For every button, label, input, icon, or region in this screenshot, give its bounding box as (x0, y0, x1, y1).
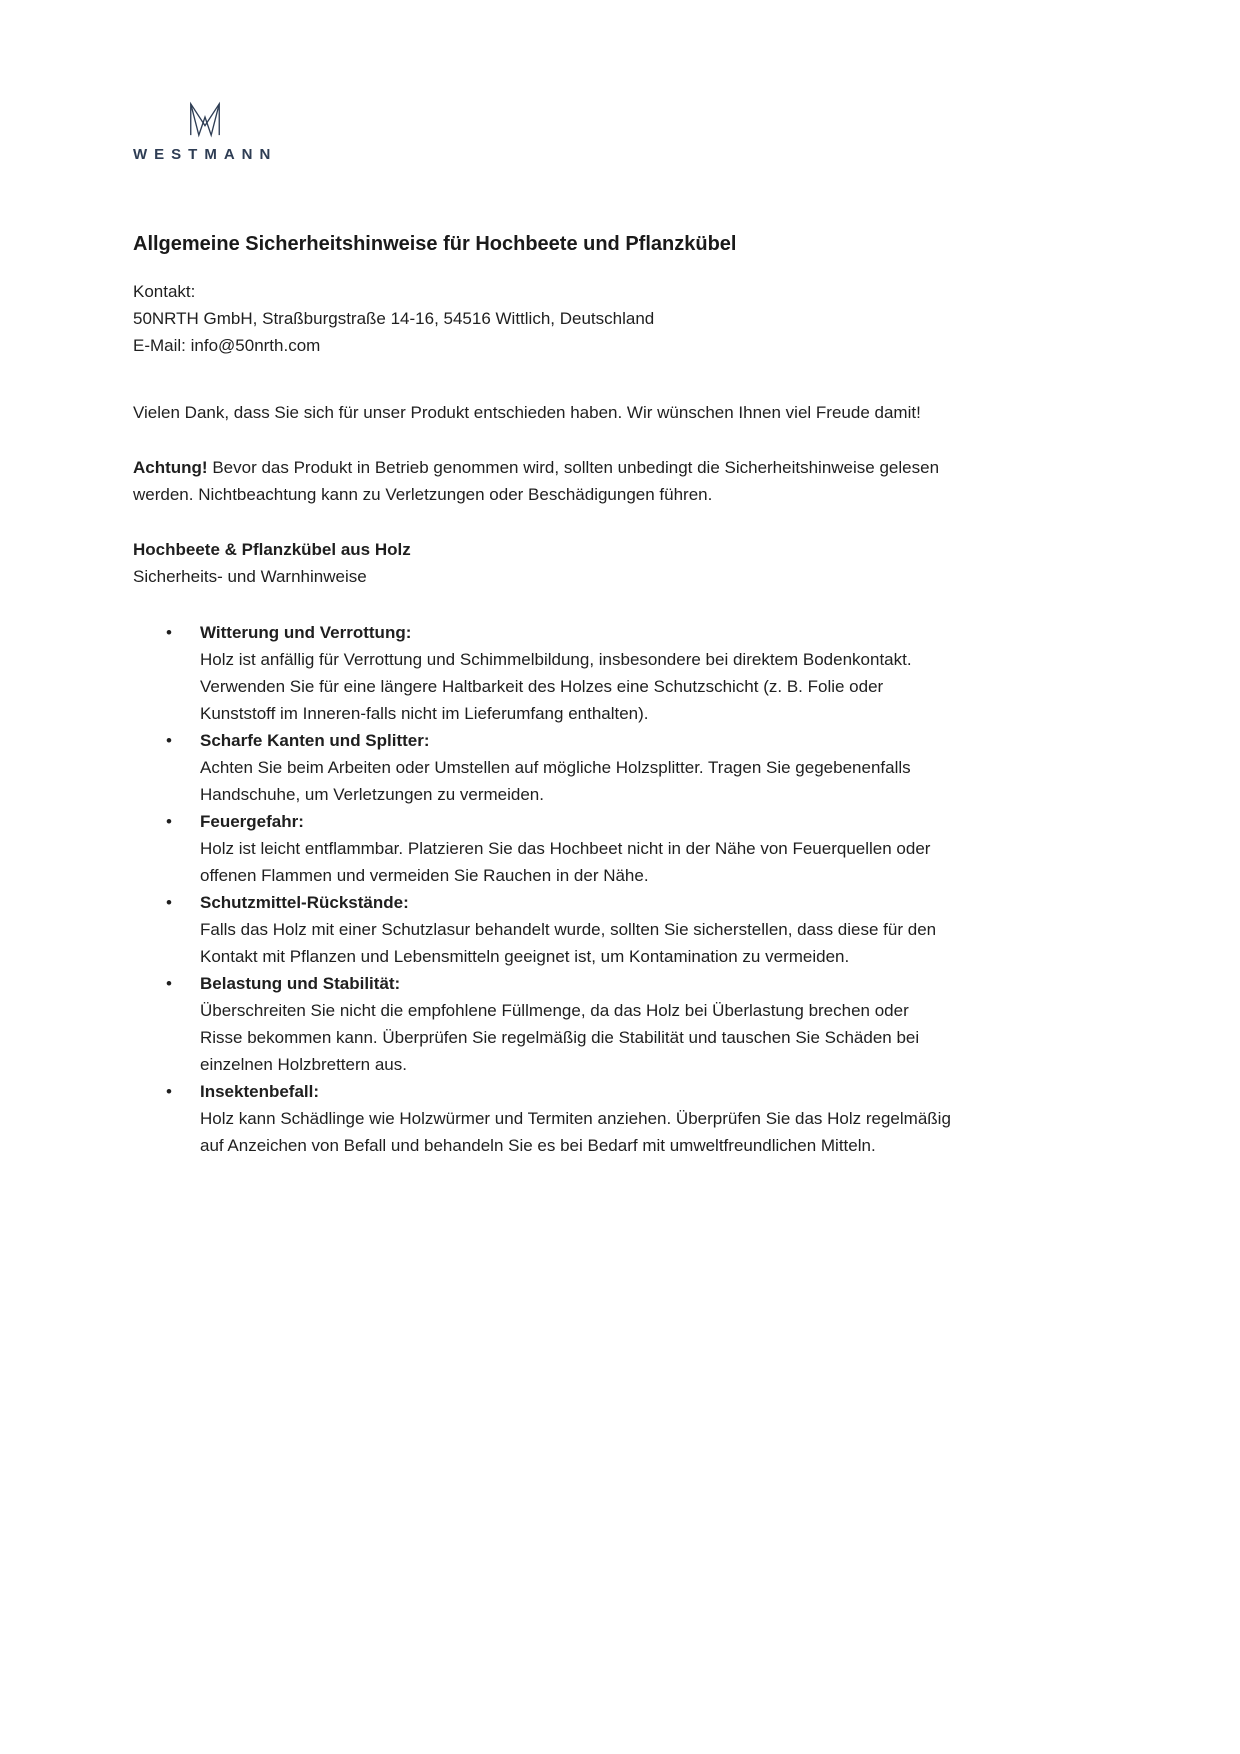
document-content (133, 100, 953, 1159)
safety-item-title: • Scharfe Kanten und Splitter: (200, 731, 430, 750)
contact-block (133, 278, 953, 359)
list-item (200, 727, 953, 808)
warning-lead: Achtung! (133, 458, 208, 477)
safety-item-body: Überschreiten Sie nicht die empfohlene Füllmenge, da das Holz bei Überlastung brechen oder Risse bekommen kann. Überprüfen Sie regelmäßig die Stabilität und tauschen Sie Schäden bei einzelnen Holzbrettern aus. (200, 1001, 920, 1074)
brand-wordmark: WESTMANN (133, 146, 278, 163)
contact-email: E-Mail: info@50nrth.com (133, 336, 321, 355)
contact-address: 50NRTH GmbH, Straßburgstraße 14-16, 54516 Wittlich, Deutschland (133, 309, 655, 328)
safety-item-title: • Belastung und Stabilität: (200, 974, 401, 993)
list-item (200, 808, 953, 889)
safety-item-title: • Feuergefahr: (200, 812, 304, 831)
list-item (200, 1078, 953, 1159)
brand-logo (133, 100, 277, 168)
warning-text: Bevor das Produkt in Betrieb genommen wird, sollten unbedingt die Sicherheitshinweise gelesen werden. Nichtbeachtung kann zu Verletzungen oder Beschädigungen führen. (133, 458, 940, 504)
safety-item-body: Falls das Holz mit einer Schutzlasur behandelt wurde, sollten Sie sicherstellen, dass diese für den Kontakt mit Pflanzen und Lebensmitteln geeignet ist, um Kontamination zu vermeiden. (200, 920, 937, 966)
safety-item-body: Holz kann Schädlinge wie Holzwürmer und Termiten anziehen. Überprüfen Sie das Holz regelmäßig auf Anzeichen von Befall und behandeln Sie es bei Bedarf mit umweltfreundlichen Mitteln. (200, 1109, 951, 1155)
list-item (200, 889, 953, 970)
westmann-monogram-icon (185, 100, 225, 138)
list-item (200, 619, 953, 727)
safety-item-title: • Schutzmittel-Rückstände: (200, 893, 409, 912)
safety-item-body: Achten Sie beim Arbeiten oder Umstellen auf mögliche Holzsplitter. Tragen Sie gegebenenfalls Handschuhe, um Verletzungen zu vermeiden. (200, 758, 911, 804)
page-title: Allgemeine Sicherheitshinweise für Hochbeete und Pflanzkübel (133, 233, 737, 255)
safety-item-title: • Insektenbefall: (200, 1082, 320, 1101)
safety-item-body: Holz ist leicht entflammbar. Platzieren Sie das Hochbeet nicht in der Nähe von Feuerquellen oder offenen Flammen und vermeiden Sie Rauchen in der Nähe. (200, 839, 931, 885)
section-heading: Hochbeete & Pflanzkübel aus Holz (133, 540, 411, 559)
safety-list (133, 619, 953, 1159)
safety-item-body: Holz ist anfällig für Verrottung und Schimmelbildung, insbesondere bei direktem Bodenkontakt. Verwenden Sie für eine längere Haltbarkeit des Holzes eine Schutzschicht (z. B. Folie oder Kunststoff im Inneren-falls nicht im Lieferumfang enthalten). (200, 650, 912, 723)
safety-item-title: • Witterung und Verrottung: (200, 623, 412, 642)
warning-paragraph (133, 454, 953, 508)
contact-label: Kontakt: (133, 282, 196, 301)
intro-paragraph: Vielen Dank, dass Sie sich für unser Produkt entschieden haben. Wir wünschen Ihnen viel Freude damit! (133, 403, 921, 422)
section-subheading: Sicherheits- und Warnhinweise (133, 567, 367, 586)
list-item (200, 970, 953, 1078)
